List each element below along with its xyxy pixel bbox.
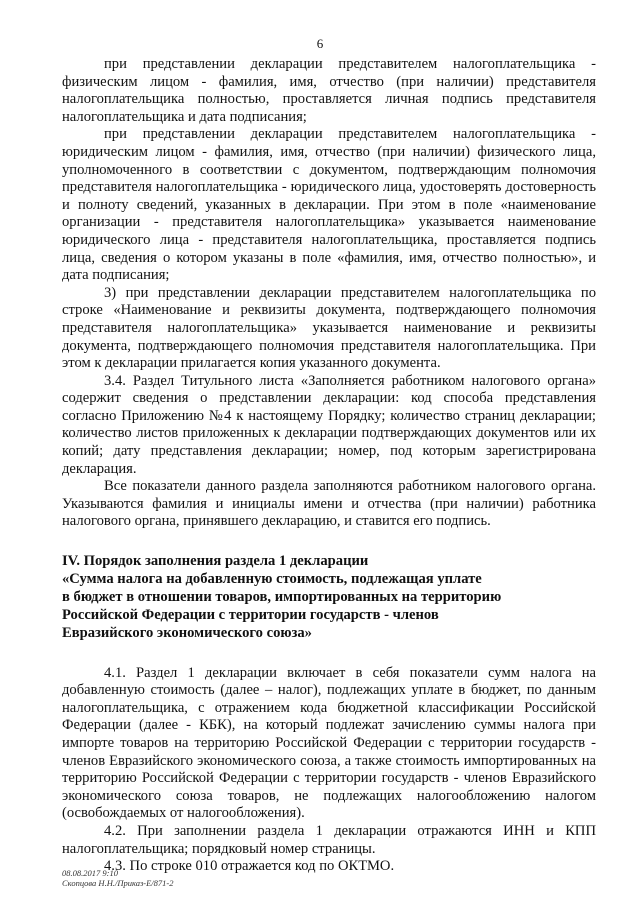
paragraph-tax-officer: Все показатели данного раздела заполняются работником налогового органа. Указываются фамилия и инициалы имени и отчества (при наличии) работника налогового органа, принявшего декларацию, и ставится его подпись. xyxy=(62,478,596,530)
section-heading-line: IV. Порядок заполнения раздела 1 декларации xyxy=(62,553,369,570)
paragraph-4-2: 4.2. При заполнении раздела 1 декларации отражаются ИНН и КПП налогоплательщика; порядковый номер страницы. xyxy=(62,822,596,857)
paragraph-item-3: 3) при представлении декларации представителем налогоплательщика по строке «Наименование и реквизиты документа, подтверждающего полномочия представителя налогоплательщика» указывается наименование и реквизиты документа, подтверждающего полномочия представителя налогоплательщика. При этом к декларации прилагается копия указанного документа. xyxy=(62,284,596,372)
section-heading-line: Евразийского экономического союза» xyxy=(62,624,312,641)
section-heading xyxy=(62,553,596,643)
paragraph-3-4: 3.4. Раздел Титульного листа «Заполняется работником налогового органа» содержит сведения о представлении декларации: код способа представления согласно Приложению №4 к настоящему Порядку; количество страниц декларации; количество листов приложенных к декларации подтверждающих документов или их копий; дату представления декларации; номер, под которым зарегистрирована декларация. xyxy=(62,372,596,477)
paragraph-4-3: 4.3. По строке 010 отражается код по ОКТМО. xyxy=(104,858,395,875)
section-heading-line: в бюджет в отношении товаров, импортированных на территорию xyxy=(62,588,502,605)
paragraph-legal-representative: при представлении декларации представителем налогоплательщика - юридическим лицом - фамилия, имя, отчество (при наличии) физического лица, уполномоченного в соответствии с документом, подтверждающим полномочия представителя налогоплательщика - юридического лица, удостоверять достоверность и полноту сведений, указанных в декларации. При этом в поле «наименование организации - представителя налогоплательщика» указывается наименование юридического лица - представителя налогоплательщика, проставляется подпись лица, сведения о котором указаны в поле «фамилия, имя, отчество полностью», и дата подписания; xyxy=(62,126,596,284)
footer-file-reference: Скопцова Н.Н./Приказ-Е/871-2 xyxy=(62,878,174,888)
document-footer xyxy=(62,868,174,888)
paragraph-4-1: 4.1. Раздел 1 декларации включает в себя показатели сумм налога на добавленную стоимость (далее – налог), подлежащих уплате в бюджет, по данным налогоплательщика, с отражением кода бюджетной классификации Российской Федерации (далее - КБК), на который подлежат зачислению суммы налога при импорте товаров на территорию Российской Федерации с территории государств - членов Евразийского экономического союза, а также стоимость импортированных на территорию Российской Федерации с территории государств - членов Евразийского экономического союза товаров, не подлежащих налогообложению налогом (освобождаемых от налогообложения). xyxy=(62,664,596,822)
section-heading-line: Российской Федерации с территории государств - членов xyxy=(62,606,439,623)
section-heading-line: «Сумма налога на добавленную стоимость, подлежащая уплате xyxy=(62,570,482,587)
footer-timestamp: 08.08.2017 9:10 xyxy=(62,868,118,878)
page-number: 6 xyxy=(316,36,324,51)
paragraph-individual-representative: при представлении декларации представителем налогоплательщика - физическим лицом - фамилия, имя, отчество (при наличии) представителя налогоплательщика полностью, проставляется личная подпись представителя налогоплательщика и дата подписания; xyxy=(62,56,596,125)
document-body xyxy=(62,56,596,876)
